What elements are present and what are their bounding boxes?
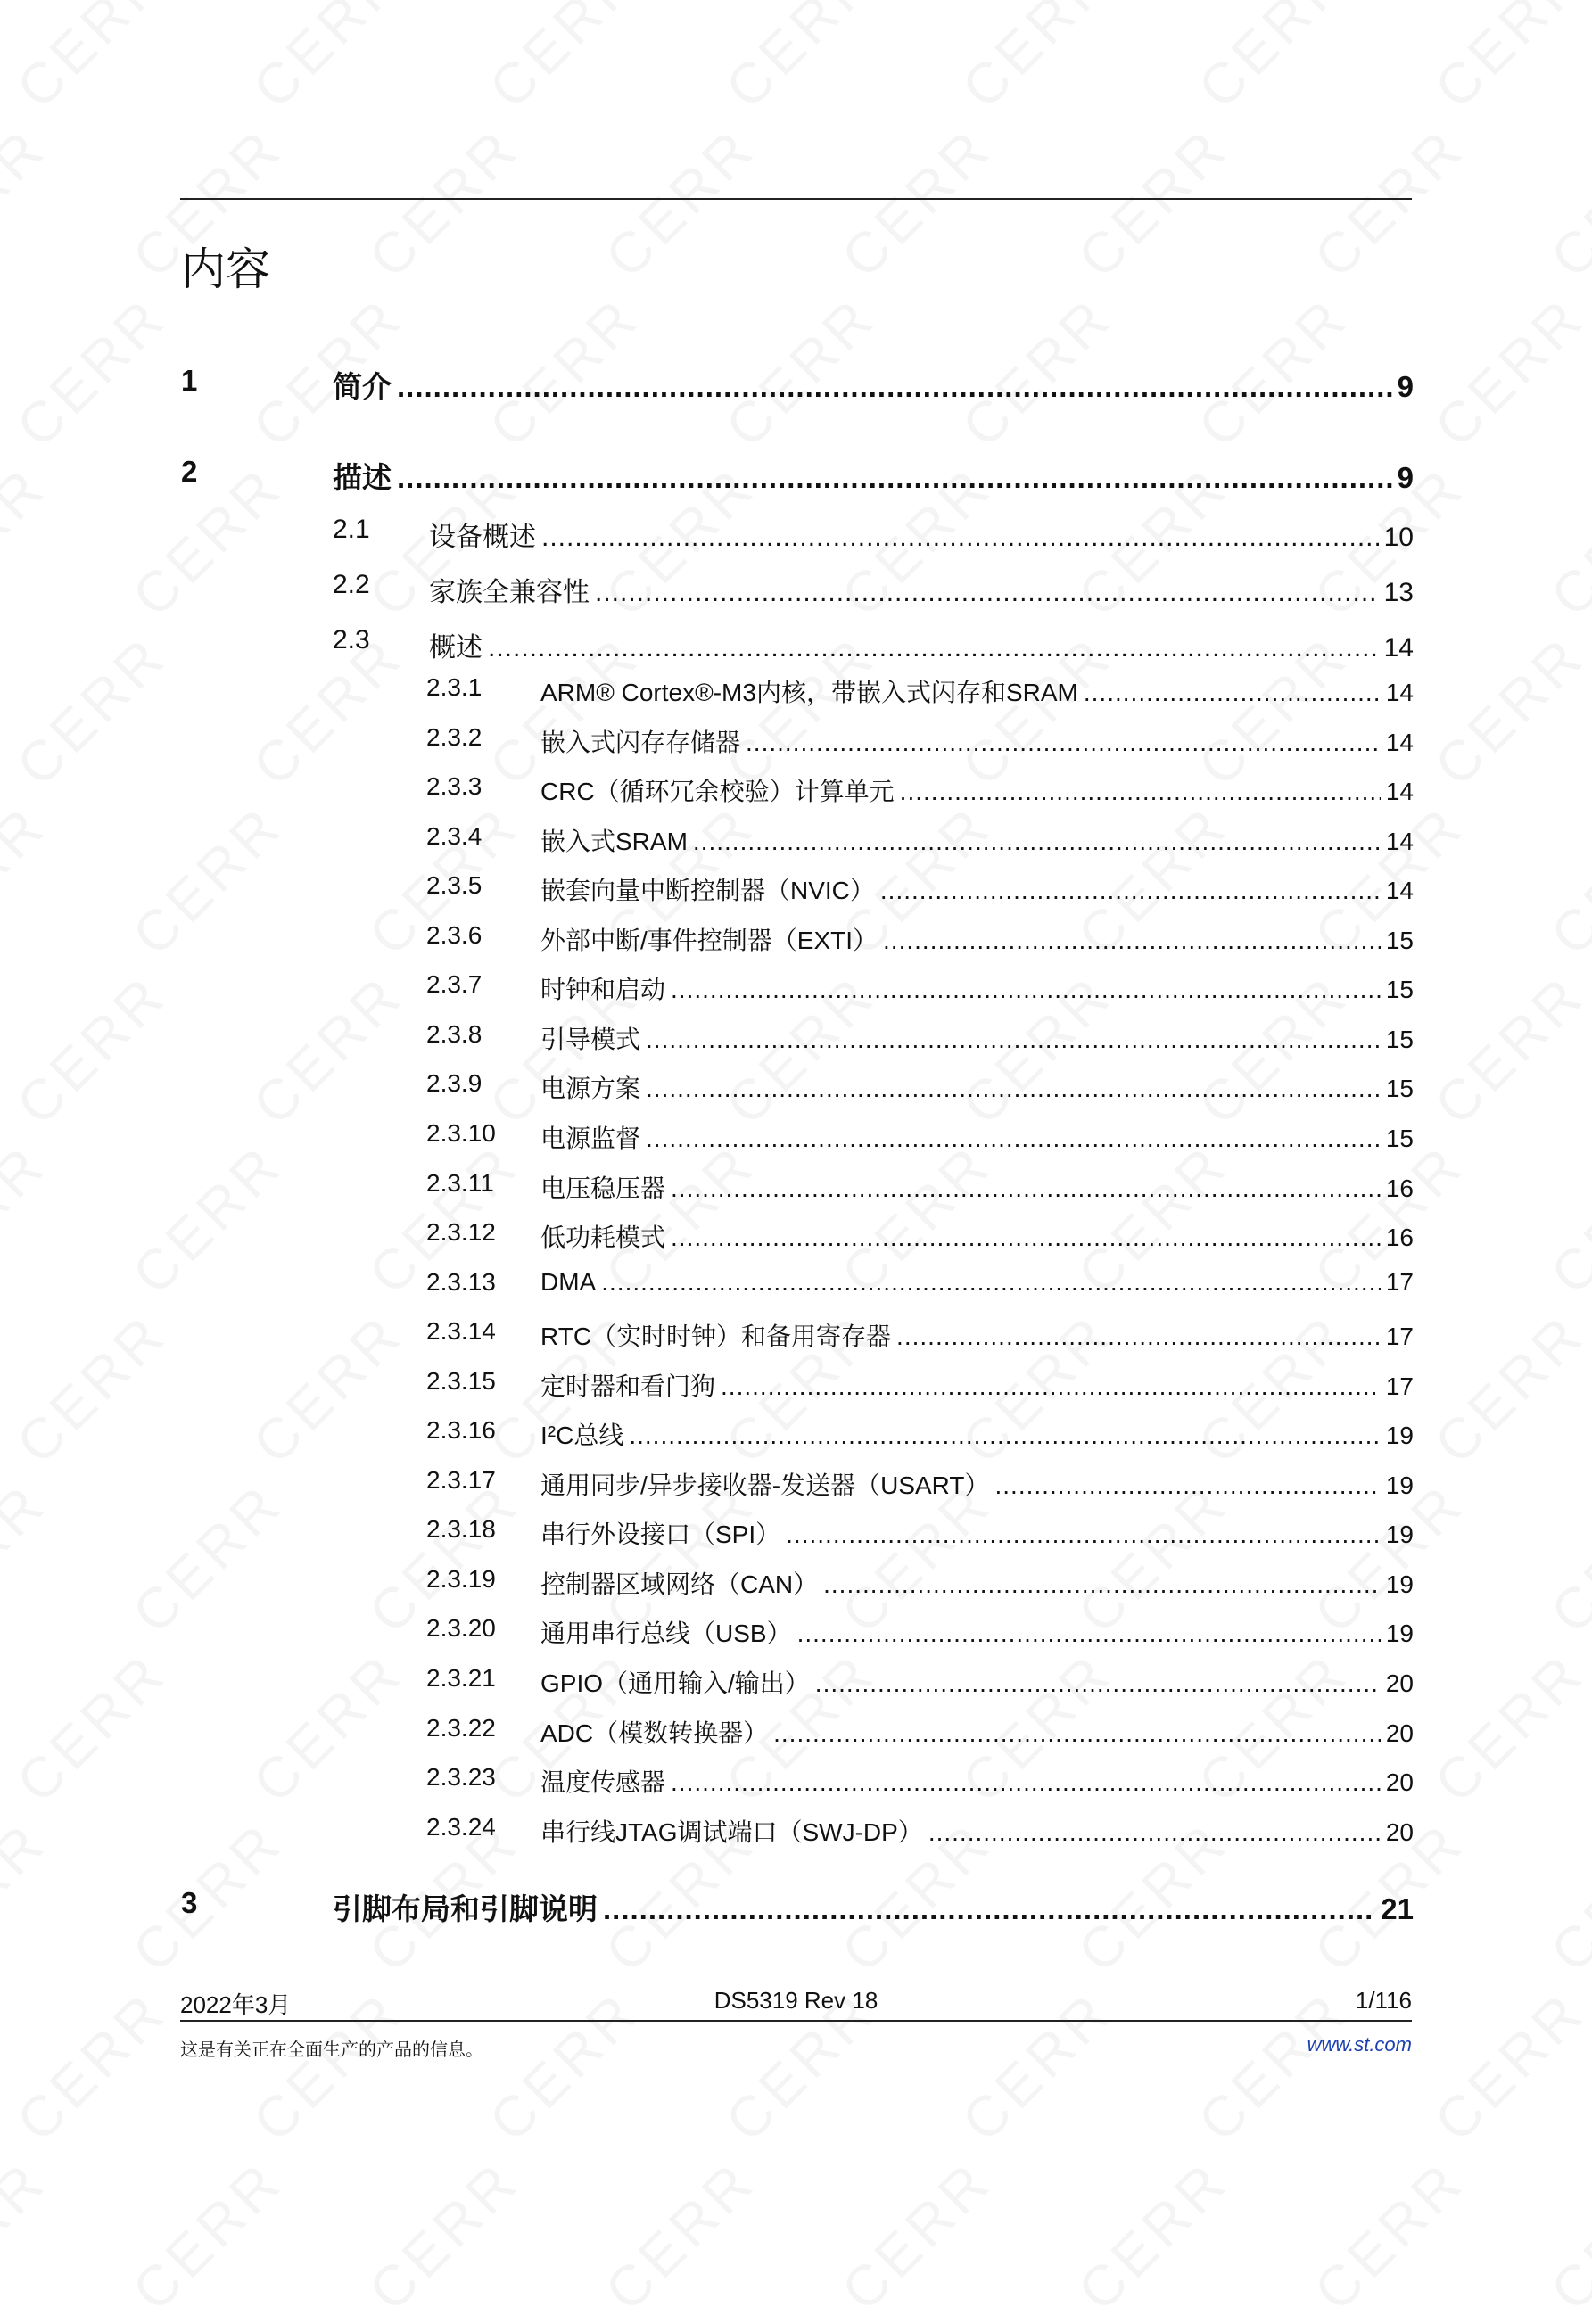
toc-entry-number: 2.2 [333,570,370,599]
toc-dot-leader [721,1372,1381,1401]
toc-entry-page: 15 [1385,1125,1414,1152]
toc-entry-number: 2.3.20 [426,1614,496,1642]
toc-dot-leader [797,1619,1381,1648]
watermark-text [120,1809,296,1985]
watermark-text [356,114,532,291]
toc-entry-leader [429,570,1414,609]
watermark-text [240,1639,417,1816]
toc-entry-number: 2.3.3 [426,772,483,800]
toc-entry-number: 2.3.9 [426,1069,483,1097]
page-title: 内容 [181,243,270,295]
toc-entry-label: 时钟和启动 [540,976,666,1003]
toc-entry-number: 2.1 [333,515,370,544]
toc-dot-leader [786,1520,1381,1549]
watermark-text [120,1470,296,1646]
watermark-text [120,792,296,968]
watermark-text [120,2147,296,2324]
toc-entry-leader [540,1119,1414,1155]
toc-entry-leader [540,1714,1414,1750]
toc-dot-leader [928,1818,1381,1847]
toc-entry-leader [540,871,1414,907]
watermark-text [1422,1639,1592,1816]
watermark-text [1301,2147,1478,2324]
toc-entry-page: 16 [1385,1174,1414,1202]
toc-entry-page: 14 [1385,679,1414,706]
watermark-text [1422,961,1592,1138]
toc-entry-leader [333,364,1414,406]
toc-dot-leader [397,461,1392,495]
toc-entry-leader [540,1268,1414,1297]
watermark-text [829,2147,1005,2324]
toc-entry-page: 19 [1385,1422,1414,1449]
toc-entry-leader [540,1169,1414,1205]
watermark-text [240,961,417,1138]
toc-entry-page: 15 [1385,927,1414,954]
toc-entry-leader [540,1367,1414,1403]
toc-entry-leader [429,625,1414,664]
toc-entry-leader [540,1565,1414,1601]
toc-entry-page: 15 [1385,976,1414,1003]
footer-website-link[interactable]: www.st.com [1307,2033,1412,2056]
watermark-text [829,114,1005,291]
toc-dot-leader [671,1224,1381,1252]
toc-entry-number: 2.3 [333,625,370,655]
toc-entry-number: 2.3.19 [426,1565,496,1593]
toc-entry-leader [540,1763,1414,1799]
toc-entry-number: 2.3.10 [426,1119,496,1147]
watermark-text [120,1131,296,1307]
watermark-text [1538,453,1592,630]
toc-dot-leader [883,927,1381,955]
toc-entry-label: 嵌套向量中断控制器（NVIC） [540,877,875,904]
watermark-text [0,2147,59,2324]
toc-entry-page: 9 [1397,370,1414,403]
toc-entry-page: 16 [1385,1224,1414,1251]
toc-entry-page: 19 [1385,1619,1414,1647]
toc-dot-leader [595,578,1379,608]
toc-entry-number: 2.3.17 [426,1466,496,1494]
toc-entry-label: 串行线JTAG调试端口（SWJ-DP） [540,1818,923,1846]
watermark-text [0,1470,59,1646]
toc-entry-page: 17 [1385,1323,1414,1350]
toc-entry-label: 概述 [429,633,483,663]
toc-entry-number: 2.3.5 [426,871,483,899]
watermark-text [240,622,417,799]
toc-entry-label: GPIO（通用输入/输出） [540,1669,810,1697]
toc-entry-page: 14 [1385,877,1414,904]
toc-entry-page: 20 [1385,1818,1414,1846]
watermark-text [1538,114,1592,291]
toc-entry-leader [540,772,1414,808]
toc-entry-leader [540,822,1414,858]
watermark-text [1538,2147,1592,2324]
toc-entry-leader [540,1218,1414,1254]
watermark-text [592,114,769,291]
toc-dot-leader [541,523,1379,553]
toc-entry-page: 10 [1383,523,1414,552]
toc-dot-leader [746,729,1381,757]
toc-dot-leader [1084,679,1381,707]
toc-entry-label: 嵌入式闪存存储器 [540,729,741,756]
watermark-text [120,453,296,630]
toc-dot-leader [601,1268,1381,1297]
toc-entry-label: 通用同步/异步接收器-发送器（USART） [540,1471,990,1499]
footer-date: 2022年3月 [180,1991,292,2018]
watermark-text [476,0,653,121]
toc-entry-page: 17 [1385,1268,1414,1296]
toc-entry-number: 2.3.1 [426,673,483,701]
toc-dot-leader [629,1422,1381,1450]
toc-entry-number: 2.3.7 [426,970,483,998]
toc-entry-number: 2.3.14 [426,1317,496,1345]
watermark-text [0,792,59,968]
watermark-text [4,1300,180,1477]
toc-entry-leader [333,1886,1414,1928]
watermark-text [592,2147,769,2324]
toc-entry-label: 嵌入式SRAM [540,828,688,855]
watermark-text [1065,114,1241,291]
toc-dot-leader [995,1471,1381,1500]
watermark-text [0,1809,59,1985]
watermark-text [240,1300,417,1477]
watermark-text [356,2147,532,2324]
toc-entry-number: 2.3.2 [426,723,483,751]
watermark-text [4,0,180,121]
toc-entry-page: 15 [1385,1026,1414,1053]
toc-dot-leader [671,1768,1381,1797]
watermark-text [1065,2147,1241,2324]
watermark-text [1538,792,1592,968]
toc-entry-number: 2.3.24 [426,1813,496,1841]
toc-entry-number: 2.3.22 [426,1714,496,1742]
toc-entry-page: 20 [1385,1669,1414,1697]
toc-entry-leader [540,1466,1414,1502]
toc-entry-label: 设备概述 [429,523,536,552]
toc-entry-label: 描述 [333,460,392,495]
toc-entry-leader [540,723,1414,759]
toc-entry-label: 控制器区域网络（CAN） [540,1570,819,1598]
toc-entry-number: 2 [181,455,198,488]
footer-rule [180,2020,1412,2022]
toc-dot-leader [693,828,1381,856]
toc-dot-leader [603,1892,1375,1926]
toc-entry-page: 20 [1385,1768,1414,1796]
watermark-text [1185,0,1362,121]
toc-entry-page: 19 [1385,1471,1414,1499]
toc-dot-leader [671,1174,1381,1203]
toc-entry-leader [540,1317,1414,1353]
toc-entry-label: ADC（模数转换器） [540,1719,769,1747]
toc-entry-label: 定时器和看门狗 [540,1372,716,1400]
footer-page-number: 1/116 [1355,1987,1412,2014]
toc-entry-label: 引脚布局和引脚说明 [333,1891,598,1926]
toc-dot-leader [896,1323,1381,1351]
toc-entry-page: 20 [1385,1719,1414,1747]
toc-entry-page: 14 [1385,828,1414,855]
toc-entry-label: RTC（实时时钟）和备用寄存器 [540,1323,892,1350]
toc-entry-page: 19 [1385,1570,1414,1598]
toc-dot-leader [773,1719,1381,1748]
watermark-text [1422,622,1592,799]
toc-entry-number: 2.3.8 [426,1020,483,1048]
toc-entry-number: 2.3.18 [426,1515,496,1543]
watermark-text [1422,284,1592,460]
toc-entry-leader [333,455,1414,497]
toc-entry-label: 电源方案 [540,1075,641,1102]
toc-entry-leader [540,970,1414,1006]
toc-entry-label: 串行外设接口（SPI） [540,1520,781,1548]
toc-dot-leader [815,1669,1381,1698]
toc-dot-leader [880,877,1381,905]
toc-entry-label: 引导模式 [540,1026,641,1053]
watermark-text [0,453,59,630]
toc-entry-label: 外部中断/事件控制器（EXTI） [540,927,878,954]
toc-entry-label: 低功耗模式 [540,1224,666,1251]
toc-entry-label: 家族全兼容性 [429,578,590,607]
toc-entry-leader [540,1515,1414,1551]
footer-production-note: 这是有关正在全面生产的产品的信息。 [180,2039,483,2060]
toc-entry-number: 2.3.21 [426,1664,496,1692]
watermark-text [240,0,417,121]
toc-dot-leader [900,778,1381,806]
toc-entry-leader [429,515,1414,554]
toc-entry-page: 21 [1381,1892,1414,1925]
watermark-text [1538,1470,1592,1646]
toc-entry-number: 2.3.11 [426,1169,494,1197]
toc-entry-leader [540,1614,1414,1650]
watermark-text [4,284,180,460]
toc-entry-label: I²C总线 [540,1422,624,1449]
toc-dot-leader [646,1125,1381,1153]
toc-entry-number: 2.3.15 [426,1367,496,1395]
toc-entry-page: 15 [1385,1075,1414,1102]
watermark-text [0,1131,59,1307]
toc-entry-number: 2.3.6 [426,921,483,949]
footer-doc-id: DS5319 Rev 18 [714,1987,878,2014]
toc-entry-page: 14 [1385,729,1414,756]
toc-entry-leader [540,1069,1414,1105]
watermark-text [4,622,180,799]
toc-entry-leader [540,1813,1414,1849]
toc-entry-number: 1 [181,364,198,397]
toc-dot-leader [646,1075,1381,1103]
watermark-text [4,1639,180,1816]
header-rule [180,198,1412,200]
toc-entry-leader [540,921,1414,957]
toc-entry-number: 2.3.12 [426,1218,496,1246]
toc-dot-leader [646,1026,1381,1054]
toc-entry-number: 2.3.13 [426,1268,496,1296]
watermark-text [4,961,180,1138]
watermark-text [949,0,1126,121]
toc-entry-page: 14 [1385,778,1414,805]
toc-dot-leader [488,633,1379,663]
toc-entry-number: 3 [181,1886,198,1919]
toc-entry-number: 2.3.16 [426,1416,496,1444]
toc-entry-leader [540,1020,1414,1056]
watermark-text [0,114,59,291]
watermark-text [1422,1300,1592,1477]
toc-dot-leader [397,370,1392,404]
toc-entry-label: CRC（循环冗余校验）计算单元 [540,778,895,805]
watermark-text [1422,0,1592,121]
watermark-text [1538,1809,1592,1985]
watermark-text [1301,114,1478,291]
toc-entry-leader [540,1416,1414,1452]
toc-entry-page: 13 [1383,578,1414,607]
toc-entry-label: 电源监督 [540,1125,641,1152]
toc-entry-page: 17 [1385,1372,1414,1400]
toc-entry-label: DMA [540,1268,597,1296]
toc-entry-label: ARM® Cortex®-M3内核，带嵌入式闪存和SRAM [540,679,1078,706]
toc-dot-leader [671,976,1381,1004]
toc-entry-leader [540,1664,1414,1700]
watermark-text [713,0,889,121]
toc-entry-leader [540,673,1414,709]
toc-entry-label: 电压稳压器 [540,1174,666,1202]
toc-entry-number: 2.3.23 [426,1763,496,1791]
toc-entry-label: 简介 [333,369,392,404]
toc-dot-leader [823,1570,1381,1599]
watermark-text [1538,1131,1592,1307]
toc-entry-page: 9 [1397,461,1414,494]
toc-entry-number: 2.3.4 [426,822,483,850]
toc-entry-label: 温度传感器 [540,1768,666,1796]
toc-entry-page: 14 [1383,633,1414,663]
toc-entry-label: 通用串行总线（USB） [540,1619,792,1647]
toc-entry-page: 19 [1385,1520,1414,1548]
